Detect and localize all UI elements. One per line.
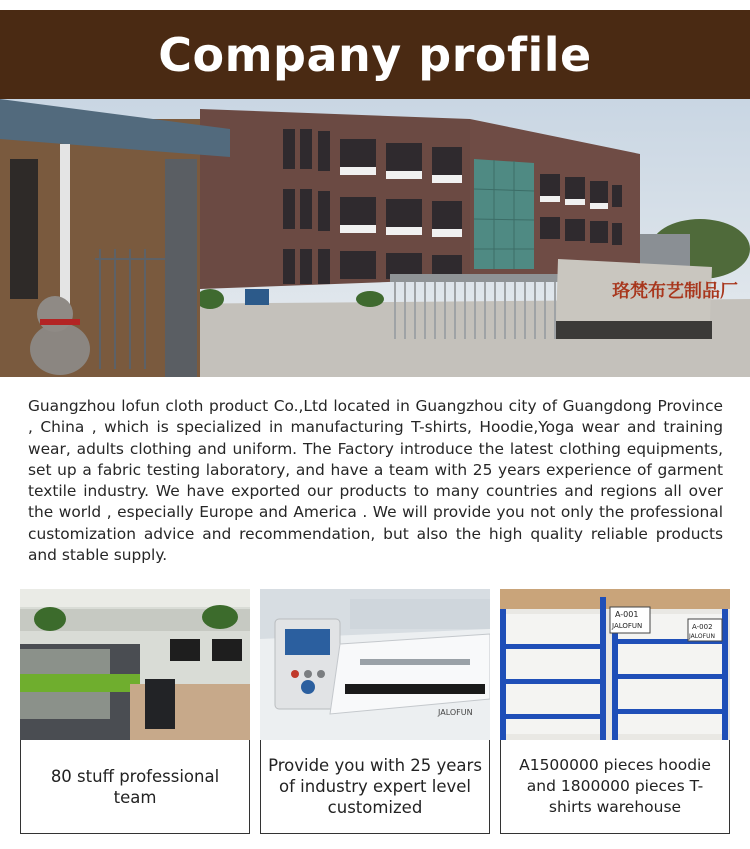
feature-card-team <box>20 589 250 834</box>
card-caption: 80 stuff professional team <box>20 740 250 834</box>
company-introduction: Guangzhou lofun cloth product Co.,Ltd located in Guangzhou city of Guangdong Province , China , which is specialized in manufacturing T-shirts, Hoodie,Yoga wear and training wear, adults clothing and uniform. The Factory introduce the latest clothing equipments, set up a fabric testing laboratory, and have a team with 25 years experience of garment textile industry. We have exported our products to many countries and regions all over the world , especially Europe and America . We will provide you not only the professional customization advice and recommendation, but also the high quality reliable products and stable supply. <box>28 397 723 565</box>
shelf-label-brand: JALOFUN <box>689 633 715 640</box>
shelf-label-brand: JALOFUN <box>612 622 643 630</box>
card-caption: A1500000 pieces hoodie and 1800000 pieces T-shirts warehouse <box>500 740 730 834</box>
header-banner <box>0 10 750 99</box>
machine-label: JALOFUN <box>438 708 473 717</box>
warehouse-shelves-photo <box>500 589 730 740</box>
factory-building-photo <box>0 99 750 377</box>
sewing-machine-photo <box>260 589 490 740</box>
shelf-label-code: A-002 <box>692 623 713 631</box>
gate-sign-text: 珞梵布艺制品厂 <box>612 281 738 302</box>
card-caption: Provide you with 25 years of industry expert level customized <box>260 740 490 834</box>
feature-card-warehouse <box>500 589 730 834</box>
shelf-label-code: A-001 <box>615 610 639 619</box>
office-photo <box>20 589 250 740</box>
page-title: Company profile <box>158 27 592 82</box>
feature-card-expertise <box>260 589 490 834</box>
